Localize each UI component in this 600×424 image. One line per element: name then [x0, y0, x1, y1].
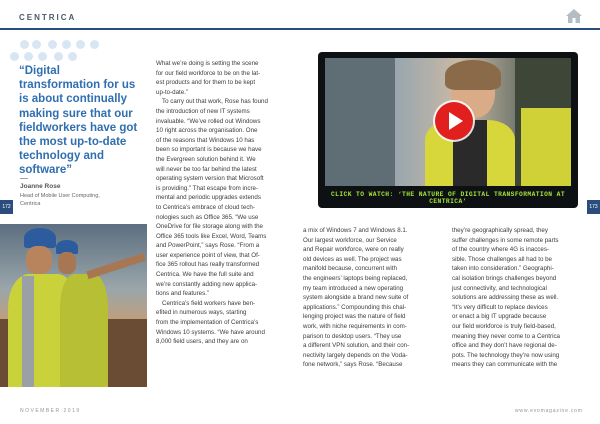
text-line: What we’re doing is setting the scene	[156, 60, 259, 67]
article-column-2	[303, 226, 431, 370]
text-line: for our field workforce to be on the lat-	[156, 69, 261, 77]
website-link[interactable]: www.evomagazine.com	[515, 408, 583, 414]
text-line: my team introduced a new operating	[303, 284, 404, 292]
text-line: is providing.” That escape from incre-	[156, 184, 259, 192]
issue-date: NOVEMBER 2019	[20, 408, 81, 414]
text-line: est products and for them to be kept	[156, 79, 256, 87]
text-line: tions and features.”	[156, 290, 209, 298]
text-line: from the implementation of Centrica’s	[156, 319, 259, 327]
text-line: OneDrive for file storage along with the	[156, 223, 263, 231]
page-number-left: 172	[0, 200, 13, 214]
text-line: “It’s very difficult to replace devices	[452, 303, 548, 311]
header-rule	[0, 28, 600, 30]
text-line: efited in numerous ways, starting	[156, 309, 247, 317]
text-line: just connectivity, and technological	[452, 284, 547, 292]
text-line: means they can communicate with the	[452, 361, 558, 369]
text-line: manifold because, concurrent with	[303, 265, 397, 273]
text-line: of the reasons that Windows 10 has	[156, 136, 255, 144]
text-line: user experience point of view, that Of-	[156, 251, 260, 259]
text-line: lenging project was the nature of field	[303, 313, 406, 321]
text-line: to Centrica’s embrace of cloud tech-	[156, 203, 255, 211]
article-column-3	[452, 226, 582, 370]
text-line: and PowerPoint,” says Rose. “From a	[156, 242, 260, 250]
text-line: we’re constantly adding new applica-	[156, 280, 258, 288]
text-line: Office 365 tools like Excel, Word, Teams	[156, 232, 267, 240]
text-line: 10 right across the organisation. One	[156, 127, 258, 135]
field-engineers-photo	[0, 224, 147, 387]
text-line: nectivity largely depends on the Voda-	[303, 351, 408, 359]
home-icon[interactable]	[565, 8, 583, 24]
text-line: To carry out that work, Rose has found	[162, 98, 268, 106]
text-line: cal isolation brings challenges beyond	[452, 274, 557, 282]
text-line: Centrica. We have the full suite and	[156, 271, 254, 279]
text-line: solutions are addressing these as well.	[452, 294, 559, 302]
text-line: meaning they never come to a Centrica	[452, 332, 560, 340]
text-line: work, with niche requirements in com-	[303, 322, 407, 330]
text-line: nologies such as Office 365. “We use	[156, 213, 259, 221]
play-icon[interactable]	[435, 102, 473, 140]
text-line: our field workforce is truly field-based,	[452, 322, 556, 330]
text-line: up-to-date.”	[156, 88, 188, 96]
pull-quote: “Digital transformation for us is about continually making sure that our fieldworkers have got the most up-to-date technology and software”	[19, 65, 138, 177]
article-column-1	[156, 59, 284, 347]
text-line: been so important is because we have	[156, 146, 262, 154]
text-line: the Evergreen solution behind it. We	[156, 155, 256, 163]
text-line: or enact a big IT upgrade because	[452, 313, 547, 321]
text-line: pots. The technology they’re now using	[452, 351, 560, 359]
text-line: taken into consideration.” Geographi-	[452, 265, 554, 273]
text-line: and Repair workforce, were on really	[303, 246, 404, 254]
text-line: system alongside a brand new suite of	[303, 294, 409, 302]
text-line: fone network,” says Rose. “Because	[303, 361, 403, 369]
page-number-right: 173	[587, 200, 600, 214]
text-line: a mix of Windows 7 and Windows 8.1.	[303, 227, 408, 234]
video-caption[interactable]: CLICK TO WATCH: ‘THE NATURE OF DIGITAL TRANSFORMATION AT CENTRICA’	[330, 191, 565, 205]
quote-author-role: Head of Mobile User Computing, Centrica	[20, 193, 100, 207]
text-line: applications.” Compounding this chal-	[303, 303, 407, 311]
text-line: invaluable. “We’ve rolled out Windows	[156, 117, 261, 125]
text-line: suffer challenges in some remote parts	[452, 236, 559, 244]
text-line: the introduction of new IT systems	[156, 107, 250, 115]
text-line: Windows 10 systems. “We have around	[156, 328, 265, 336]
text-line: the engineers’ laptops being replaced,	[303, 274, 408, 282]
quote-divider	[20, 178, 28, 179]
magazine-brand: CENTRICA	[19, 13, 77, 22]
text-line: 8,000 field users, and they are on	[156, 338, 248, 346]
text-line: Our largest workforce, our Service	[303, 236, 397, 244]
text-line: operating system version that Microsoft	[156, 175, 264, 183]
video-thumbnail[interactable]	[325, 58, 571, 186]
video-player[interactable]	[318, 52, 578, 208]
text-line: will never be too far behind the latest	[156, 165, 257, 173]
text-line: mental and periodic upgrades extends	[156, 194, 261, 202]
top-bar	[0, 0, 600, 30]
text-line: fice 365 rollout has really transformed	[156, 261, 260, 269]
text-line: old devices as well. The project was	[303, 255, 402, 263]
text-line: they’re geographically spread, they	[452, 227, 548, 234]
text-line: of the country where 4G is inacces-	[452, 246, 549, 254]
text-line: office and they don’t have regional de-	[452, 342, 557, 350]
quote-author-name: Joanne Rose	[20, 183, 61, 190]
text-line: parison to desktop users. “They use	[303, 332, 402, 340]
text-line: a different VPN solution, and their con-	[303, 342, 410, 350]
text-line: Centrica’s field workers have ben-	[162, 299, 256, 307]
text-line: sible. Those challenges all had to be	[452, 255, 552, 263]
